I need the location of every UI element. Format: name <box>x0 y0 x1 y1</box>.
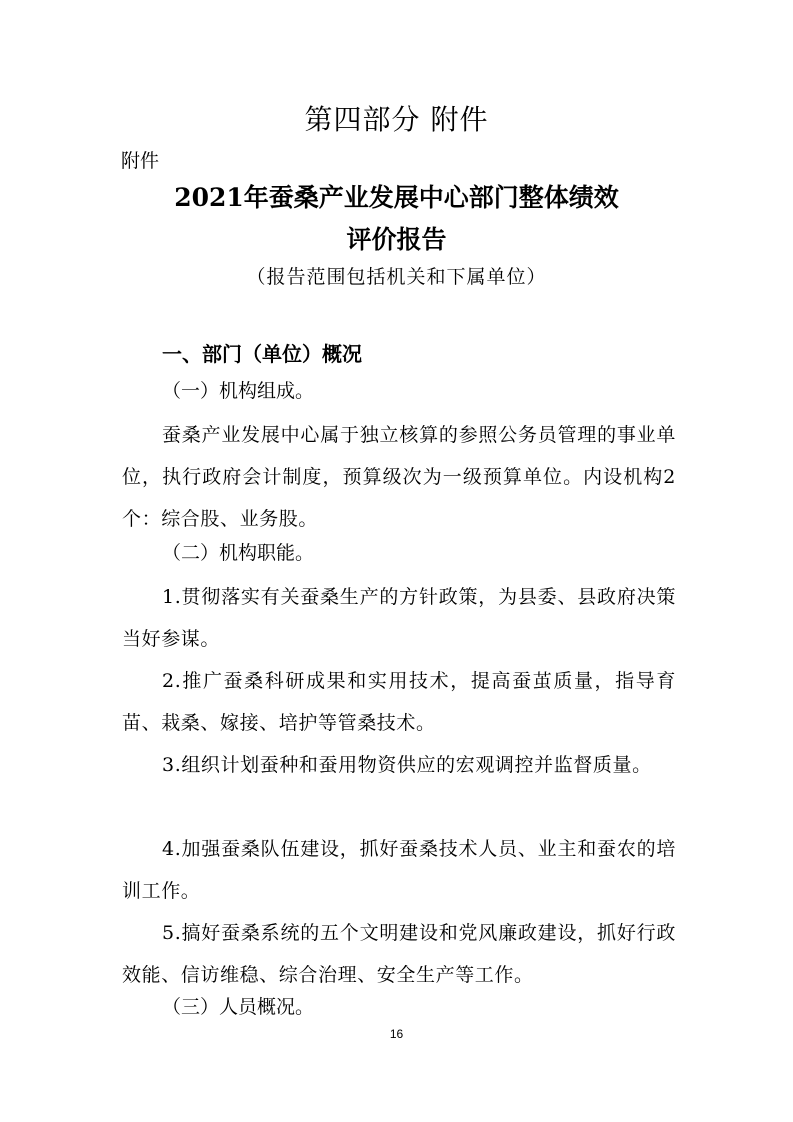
report-title-line2: 评价报告 <box>346 225 447 254</box>
subsection-heading: （三）人员概况。 <box>162 996 315 1018</box>
subsection-heading: （一）机构组成。 <box>162 380 315 402</box>
section-heading: 一、部门（单位）概况 <box>162 342 362 366</box>
list-item: 2.推广蚕桑科研成果和实用技术，提高蚕茧质量，指导育苗、栽桑、嫁接、培护等管桑技术。 <box>122 670 676 734</box>
list-item: 3.组织计划蚕种和蚕用物资供应的宏观调控并监督质量。 <box>162 754 652 776</box>
list-item: 1.贯彻落实有关蚕桑生产的方针政策，为县委、县政府决策当好参谋。 <box>122 586 676 650</box>
list-item: 4.加强蚕桑队伍建设，抓好蚕桑技术人员、业主和蚕农的培训工作。 <box>122 838 676 902</box>
page-number: 16 <box>389 1027 404 1041</box>
report-title-line1: 2021年蚕桑产业发展中心部门整体绩效 <box>174 183 619 212</box>
part-title: 第四部分 附件 <box>304 103 489 136</box>
subsection-heading: （二）机构职能。 <box>162 542 315 564</box>
paragraph: 蚕桑产业发展中心属于独立核算的参照公务员管理的事业单位，执行政府会计制度，预算级次为一级预算单位。内设机构2个：综合股、业务股。 <box>122 424 676 530</box>
list-item: 5.搞好蚕桑系统的五个文明建设和党风廉政建设，抓好行政效能、信访维稳、综合治理、安全生产等工作。 <box>122 922 676 986</box>
attachment-label: 附件 <box>121 150 160 172</box>
scope-note: （报告范围包括机关和下属单位） <box>246 266 547 288</box>
